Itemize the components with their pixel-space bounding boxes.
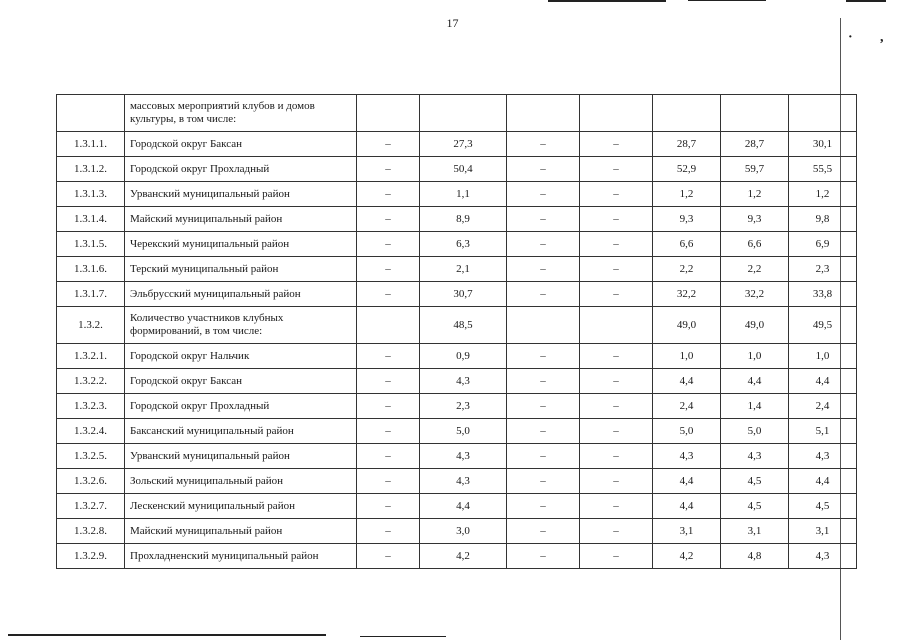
value-cell: 1,4 (721, 394, 789, 419)
value-cell: 49,0 (653, 307, 721, 344)
value-cell: 4,3 (789, 444, 857, 469)
value-cell: 4,4 (721, 369, 789, 394)
value-cell: – (507, 519, 580, 544)
value-cell: – (507, 232, 580, 257)
table-row (57, 544, 857, 569)
value-cell: 28,7 (721, 132, 789, 157)
row-name-cell: массовых мероприятий клубов и домов культуры, в том числе: (125, 95, 357, 132)
value-cell: 49,5 (789, 307, 857, 344)
value-cell: – (580, 257, 653, 282)
value-cell (507, 307, 580, 344)
row-number-cell: 1.3.2.5. (57, 444, 125, 469)
value-cell: 4,3 (420, 444, 507, 469)
table-row (57, 232, 857, 257)
value-cell: 2,1 (420, 257, 507, 282)
value-cell: – (357, 419, 420, 444)
value-cell: – (507, 469, 580, 494)
value-cell: – (580, 369, 653, 394)
row-name-cell: Городской округ Прохладный (125, 157, 357, 182)
row-name-cell: Баксанский муниципальный район (125, 419, 357, 444)
row-number-cell: 1.3.2.7. (57, 494, 125, 519)
value-cell: – (507, 544, 580, 569)
row-name-cell: Количество участников клубных формирований, в том числе: (125, 307, 357, 344)
value-cell: – (580, 182, 653, 207)
row-name-cell: Эльбрусский муниципальный район (125, 282, 357, 307)
row-name-cell: Лескенский муниципальный район (125, 494, 357, 519)
value-cell: 32,2 (721, 282, 789, 307)
row-number-cell: 1.3.1.3. (57, 182, 125, 207)
row-number-cell: 1.3.2.6. (57, 469, 125, 494)
value-cell: – (580, 469, 653, 494)
row-number-cell: 1.3.1.7. (57, 282, 125, 307)
value-cell: 32,2 (653, 282, 721, 307)
table-row (57, 494, 857, 519)
value-cell: 50,4 (420, 157, 507, 182)
scan-artifact-line (688, 0, 766, 1)
value-cell: 5,0 (721, 419, 789, 444)
value-cell: 33,8 (789, 282, 857, 307)
value-cell: 55,5 (789, 157, 857, 182)
value-cell: 4,4 (653, 494, 721, 519)
row-name-cell: Зольский муниципальный район (125, 469, 357, 494)
value-cell: 1,0 (721, 344, 789, 369)
scan-artifact-line (846, 0, 886, 2)
row-number-cell: 1.3.1.2. (57, 157, 125, 182)
table-row (57, 157, 857, 182)
scan-artifact-dot: · (848, 30, 853, 45)
value-cell (789, 95, 857, 132)
value-cell: 9,3 (653, 207, 721, 232)
row-name-cell: Майский муниципальный район (125, 207, 357, 232)
value-cell: 3,1 (721, 519, 789, 544)
value-cell: – (357, 207, 420, 232)
row-name-cell: Городской округ Баксан (125, 369, 357, 394)
value-cell: 5,1 (789, 419, 857, 444)
value-cell (420, 95, 507, 132)
value-cell: 1,0 (653, 344, 721, 369)
value-cell: 4,8 (721, 544, 789, 569)
row-number-cell: 1.3.1.4. (57, 207, 125, 232)
value-cell (580, 95, 653, 132)
value-cell: – (507, 369, 580, 394)
value-cell (507, 95, 580, 132)
value-cell: 48,5 (420, 307, 507, 344)
value-cell (580, 307, 653, 344)
value-cell: – (507, 182, 580, 207)
table-row (57, 282, 857, 307)
value-cell: – (580, 282, 653, 307)
row-name-cell: Урванский муниципальный район (125, 444, 357, 469)
row-number-cell: 1.3.2.2. (57, 369, 125, 394)
value-cell: 2,4 (653, 394, 721, 419)
row-number-cell: 1.3.2.3. (57, 394, 125, 419)
value-cell: 4,4 (420, 494, 507, 519)
table-row (57, 307, 857, 344)
scan-artifact-line (360, 636, 446, 637)
value-cell: 0,9 (420, 344, 507, 369)
value-cell: 59,7 (721, 157, 789, 182)
value-cell: – (507, 444, 580, 469)
value-cell: – (357, 469, 420, 494)
value-cell: – (580, 444, 653, 469)
value-cell: 4,5 (721, 494, 789, 519)
value-cell: 4,3 (721, 444, 789, 469)
row-number-cell: 1.3.2.9. (57, 544, 125, 569)
table-row (57, 207, 857, 232)
value-cell: 3,0 (420, 519, 507, 544)
scan-artifact-line (548, 0, 666, 2)
value-cell: 4,3 (653, 444, 721, 469)
value-cell: 4,2 (653, 544, 721, 569)
value-cell: 1,1 (420, 182, 507, 207)
row-name-cell: Городской округ Нальчик (125, 344, 357, 369)
value-cell: – (357, 344, 420, 369)
table-row (57, 419, 857, 444)
value-cell: – (580, 519, 653, 544)
value-cell: – (357, 282, 420, 307)
row-name-cell: Прохладненский муниципальный район (125, 544, 357, 569)
value-cell: – (357, 232, 420, 257)
value-cell: – (580, 207, 653, 232)
value-cell: – (507, 494, 580, 519)
table-row (57, 519, 857, 544)
row-number-cell: 1.3.1.1. (57, 132, 125, 157)
value-cell: – (357, 519, 420, 544)
value-cell: – (580, 232, 653, 257)
value-cell: – (507, 157, 580, 182)
row-number-cell: 1.3.2.4. (57, 419, 125, 444)
value-cell: 4,4 (789, 369, 857, 394)
value-cell: 2,3 (420, 394, 507, 419)
row-name-cell: Черекский муниципальный район (125, 232, 357, 257)
table-row (57, 182, 857, 207)
table-row (57, 444, 857, 469)
value-cell: 5,0 (420, 419, 507, 444)
value-cell: 5,0 (653, 419, 721, 444)
row-name-cell: Городской округ Баксан (125, 132, 357, 157)
value-cell: 27,3 (420, 132, 507, 157)
value-cell: 9,8 (789, 207, 857, 232)
value-cell: 2,2 (653, 257, 721, 282)
table-row (57, 132, 857, 157)
row-name-cell: Майский муниципальный район (125, 519, 357, 544)
value-cell (357, 307, 420, 344)
row-number-cell (57, 95, 125, 132)
value-cell: 30,1 (789, 132, 857, 157)
value-cell: – (580, 544, 653, 569)
value-cell: – (357, 257, 420, 282)
value-cell: 28,7 (653, 132, 721, 157)
value-cell: 52,9 (653, 157, 721, 182)
value-cell: 4,3 (789, 544, 857, 569)
value-cell: – (507, 419, 580, 444)
value-cell: 1,2 (789, 182, 857, 207)
value-cell: 4,3 (420, 369, 507, 394)
row-number-cell: 1.3.1.6. (57, 257, 125, 282)
value-cell (721, 95, 789, 132)
value-cell: 1,2 (653, 182, 721, 207)
value-cell: – (507, 257, 580, 282)
row-number-cell: 1.3.2. (57, 307, 125, 344)
row-number-cell: 1.3.1.5. (57, 232, 125, 257)
value-cell: 2,3 (789, 257, 857, 282)
value-cell: 4,2 (420, 544, 507, 569)
table-row (57, 469, 857, 494)
scan-artifact-line (8, 634, 326, 636)
value-cell: – (507, 344, 580, 369)
value-cell: 4,4 (653, 469, 721, 494)
value-cell: 30,7 (420, 282, 507, 307)
value-cell: 2,2 (721, 257, 789, 282)
value-cell: – (580, 157, 653, 182)
value-cell: 9,3 (721, 207, 789, 232)
value-cell: 3,1 (653, 519, 721, 544)
value-cell: 2,4 (789, 394, 857, 419)
value-cell: – (357, 444, 420, 469)
row-number-cell: 1.3.2.8. (57, 519, 125, 544)
table-row (57, 344, 857, 369)
row-name-cell: Городской округ Прохладный (125, 394, 357, 419)
value-cell: – (357, 369, 420, 394)
table-row (57, 95, 857, 132)
value-cell: 4,4 (789, 469, 857, 494)
value-cell: 3,1 (789, 519, 857, 544)
value-cell: – (357, 394, 420, 419)
value-cell: – (580, 494, 653, 519)
table-row (57, 369, 857, 394)
table-row (57, 394, 857, 419)
table-body (57, 95, 857, 569)
value-cell: – (507, 282, 580, 307)
value-cell: – (357, 544, 420, 569)
value-cell: – (580, 419, 653, 444)
value-cell: 1,0 (789, 344, 857, 369)
value-cell (653, 95, 721, 132)
value-cell: 4,4 (653, 369, 721, 394)
value-cell: – (580, 394, 653, 419)
value-cell: 4,5 (789, 494, 857, 519)
value-cell: – (507, 394, 580, 419)
row-name-cell: Терский муниципальный район (125, 257, 357, 282)
value-cell: – (357, 494, 420, 519)
data-table (56, 94, 857, 569)
value-cell: – (507, 132, 580, 157)
row-name-cell: Урванский муниципальный район (125, 182, 357, 207)
value-cell: – (507, 207, 580, 232)
value-cell: 8,9 (420, 207, 507, 232)
row-number-cell: 1.3.2.1. (57, 344, 125, 369)
value-cell: – (357, 182, 420, 207)
value-cell: – (580, 132, 653, 157)
value-cell: – (580, 344, 653, 369)
value-cell: 4,5 (721, 469, 789, 494)
value-cell: 6,3 (420, 232, 507, 257)
scan-artifact-dot: , (880, 30, 884, 45)
value-cell: 6,9 (789, 232, 857, 257)
value-cell: 4,3 (420, 469, 507, 494)
value-cell (357, 95, 420, 132)
value-cell: 6,6 (721, 232, 789, 257)
value-cell: – (357, 157, 420, 182)
value-cell: – (357, 132, 420, 157)
table-row (57, 257, 857, 282)
page-number: 17 (446, 16, 459, 30)
value-cell: 1,2 (721, 182, 789, 207)
value-cell: 49,0 (721, 307, 789, 344)
value-cell: 6,6 (653, 232, 721, 257)
